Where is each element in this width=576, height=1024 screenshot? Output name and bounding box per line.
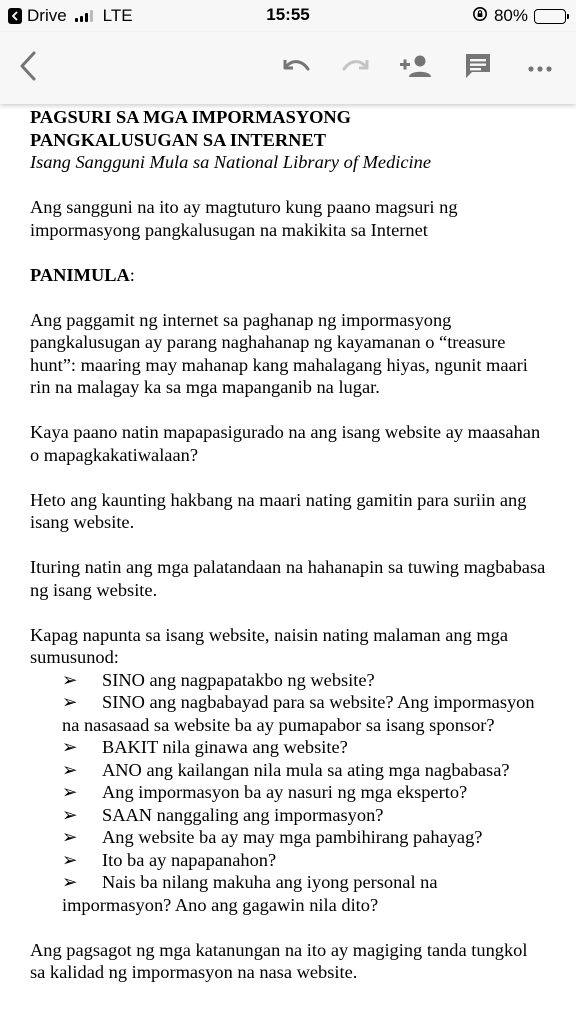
document-title-line-1: PAGSURI SA MGA IMPORMASYONG xyxy=(30,107,351,127)
section-heading-text: PANIMULA xyxy=(30,264,130,285)
status-bar xyxy=(0,0,576,32)
rotation-lock-icon xyxy=(472,6,488,27)
document-body[interactable] xyxy=(0,104,576,1024)
arrow-bullet-icon: ➢ xyxy=(62,849,78,870)
section-heading-colon: : xyxy=(129,264,135,285)
more-icon xyxy=(528,59,552,77)
list-item xyxy=(30,804,546,827)
list-item xyxy=(30,826,546,849)
list-item-text: Ang website ba ay may mga pambihirang pahayag? xyxy=(102,827,483,847)
arrow-bullet-icon: ➢ xyxy=(62,759,78,780)
paragraph-question: Kaya paano natin mapapasigurado na ang isang website ay maasahan o mapagkakatiwalaan? xyxy=(30,422,541,465)
list-item-text: SINO ang nagbabayad para sa website? Ang impormasyon na nasasaad sa website ba ay pumapabor sa isang sponsor? xyxy=(62,692,535,735)
paragraph-signs: Ituring natin ang mga palatandaan na hahanapin sa tuwing magbabasa ng isang website. xyxy=(30,557,546,600)
document-toolbar xyxy=(0,32,576,104)
list-item-text: BAKIT nila ginawa ang website? xyxy=(102,737,348,757)
list-item-text: ANO ang kailangan nila mula sa ating mga nagbabasa? xyxy=(102,759,510,780)
question-list xyxy=(30,669,546,917)
document-title-line-2: PANGKALUSUGAN SA INTERNET xyxy=(30,129,326,150)
comment-icon xyxy=(464,52,492,85)
list-item-text: Ang impormasyon ba ay nasuri ng mga eksperto? xyxy=(102,782,468,802)
back-app-label[interactable]: Drive xyxy=(27,6,67,25)
arrow-bullet-icon: ➢ xyxy=(62,827,78,847)
section-heading xyxy=(30,264,546,287)
arrow-bullet-icon: ➢ xyxy=(62,669,78,690)
battery-percent: 80% xyxy=(493,6,528,25)
list-item xyxy=(30,691,546,736)
list-item-text: SAAN nanggaling ang impormasyon? xyxy=(102,804,384,825)
paragraph-list-intro: Kapag napunta sa isang website, naisin nating malaman ang mga sumusunod: xyxy=(30,624,509,667)
list-item xyxy=(30,871,546,916)
paragraph-treasure-hunt: Ang paggamit ng internet sa paghanap ng impormasyong pangkalusugan ay parang naghahanap ng kayamanan o “treasure hunt”: maaring may mahanap kang mahalagang hiyas, ngunit maari rin na malagay ka sa mga mapanganib na lugar. xyxy=(30,309,528,397)
battery-icon xyxy=(534,9,566,24)
status-right xyxy=(472,5,566,27)
arrow-bullet-icon: ➢ xyxy=(62,804,78,825)
comments-button[interactable] xyxy=(458,48,498,88)
arrow-bullet-icon: ➢ xyxy=(62,737,78,757)
undo-icon xyxy=(281,56,311,81)
back-chevron-icon xyxy=(18,50,38,87)
document-subtitle: Isang Sangguni Mula sa National Library of Medicine xyxy=(30,152,432,172)
list-item-text: Nais ba nilang makuha ang iyong personal na impormasyon? Ano ang gagawin nila dito? xyxy=(62,872,438,915)
list-item-text: Ito ba ay napapanahon? xyxy=(102,849,277,870)
intro-paragraph: Ang sangguni na ito ay magtuturo kung paano magsuri ng impormasyong pangkalusugan na makikita sa Internet xyxy=(30,197,458,240)
share-add-person-button[interactable] xyxy=(396,48,436,88)
undo-button[interactable] xyxy=(276,48,316,88)
list-item-text: SINO ang nagpapatakbo ng website? xyxy=(102,669,375,690)
more-options-button[interactable] xyxy=(520,48,560,88)
clock: 15:55 xyxy=(266,5,310,24)
list-item xyxy=(30,849,546,872)
list-item xyxy=(30,759,546,782)
arrow-bullet-icon: ➢ xyxy=(62,782,78,802)
arrow-bullet-icon: ➢ xyxy=(62,872,78,892)
list-item xyxy=(30,669,546,692)
paragraph-steps: Heto ang kaunting hakbang na maari nating gamitin para suriin ang isang website. xyxy=(30,489,527,532)
closing-paragraph: Ang pagsagot ng mga katanungan na ito ay magiging tanda tungkol sa kalidad ng impormasyon na nasa website. xyxy=(30,939,528,982)
back-button[interactable] xyxy=(8,48,48,88)
list-item xyxy=(30,781,546,804)
list-item xyxy=(30,736,546,759)
redo-button[interactable] xyxy=(336,48,376,88)
arrow-bullet-icon: ➢ xyxy=(62,692,78,712)
add-person-icon xyxy=(399,54,433,83)
network-type: LTE xyxy=(102,6,133,25)
redo-icon xyxy=(341,56,371,81)
